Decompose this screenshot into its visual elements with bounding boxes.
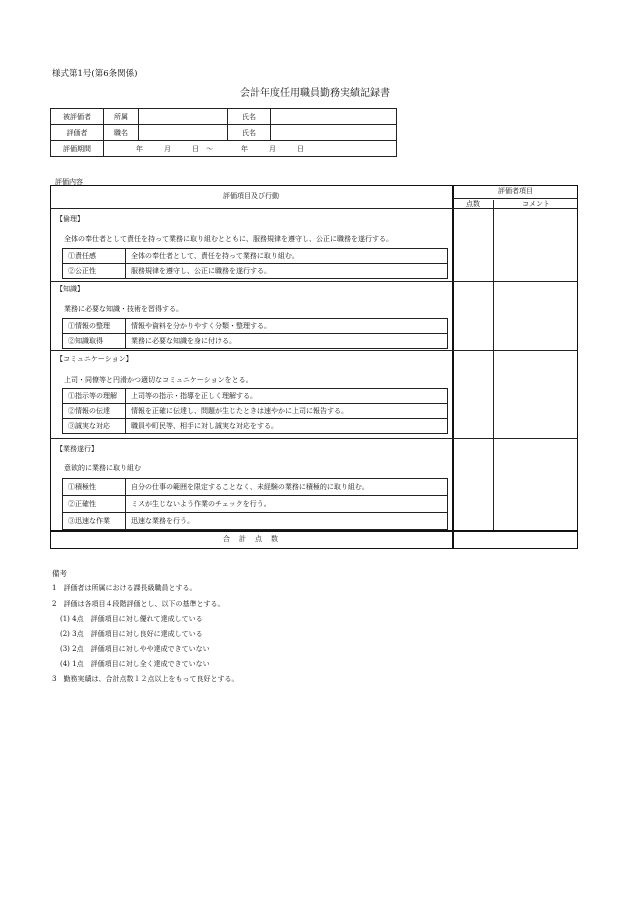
items-header: 評価項目及び行動 [223,192,279,200]
note-line: (3) 2点 評価項目に対しやや達成できていない [60,645,210,653]
divider-head-bottom [50,208,578,209]
subitem-name: ①責任感 [63,249,126,264]
evaluator-items-header: 評価者項目 [498,187,533,195]
evaluator-post-field[interactable] [139,125,228,141]
subitem-text: 業務に必要な知識を身に付ける。 [126,334,448,349]
subitem-text: 迅速な業務を行う。 [126,513,448,530]
note-line: 1 評価者は所属における課長級職員とする。 [52,584,197,592]
comment-field-execution[interactable] [495,440,577,529]
category-desc: 意欲的に業務に取り組む [64,464,141,472]
evaluatee-dept-field[interactable] [139,109,228,125]
category-title: 【コミュニケーション】 [56,355,133,363]
subitem-table [62,318,448,349]
subitem-name: ①積極性 [63,479,126,496]
subitem-name: ①指示等の理解 [63,389,126,404]
subitem-row [63,264,448,279]
subitem-table [62,388,448,434]
dept-label: 所属 [104,109,139,125]
subitem-text: 情報や資料を分かりやすく分類・整理する。 [126,319,448,334]
period-field[interactable]: 年 月 日 ～ 年 月 日 [104,141,397,157]
evaluatee-name-field[interactable] [271,109,397,125]
note-line: 3 勤務実績は、合計点数１２点以上をもって良好とする。 [52,675,239,683]
subitem-text: 服務規律を遵守し、公正に職務を遂行する。 [126,264,448,279]
subitem-table [62,478,448,530]
subitem-text: 上司等の指示・指導を正しく理解する。 [126,389,448,404]
divider-cat-1 [50,281,578,282]
category-title: 【業務遂行】 [56,445,98,453]
subitem-row [63,496,448,513]
evaluator-name-field[interactable] [271,125,397,141]
period-label: 評価期間 [51,141,104,157]
subitem-name: ②公正性 [63,264,126,279]
subitem-text: 自分の仕事の範囲を限定することなく、未経験の業務に積極的に取り組む。 [126,479,448,496]
note-line: (4) 1点 評価項目に対し全く達成できていない [60,660,210,668]
category-title: 【知識】 [56,285,84,293]
divider-cat-3 [50,438,578,439]
category-desc: 業務に必要な知識・技術を習得する。 [64,305,183,313]
subitem-text: ミスが生じないよう作業のチェックを行う。 [126,496,448,513]
note-line: 2 評価は各項目４段階評価とし、以下の基準とする。 [52,600,225,608]
subitem-name: ②情報の伝達 [63,404,126,419]
form-number: 様式第1号(第6条関係) [52,69,138,79]
header-table [50,108,397,157]
category-title: 【倫理】 [56,215,84,223]
subitem-row [63,479,448,496]
subitem-row [63,334,448,349]
subitem-text: 全体の奉仕者として、責任を持って業務に取り組む。 [126,249,448,264]
total-label: 合 計 点 数 [223,535,279,543]
evaluatee-label: 被評価者 [51,109,104,125]
section-caption: 評価内容 [55,178,83,186]
category-desc: 全体の奉仕者として責任を持って業務に取り組むとともに、服務規律を遵守し、公正に職務を遂行する。 [64,235,393,243]
comment-field-ethics[interactable] [495,210,577,280]
subitem-row [63,404,448,419]
subitem-name: ②知識取得 [63,334,126,349]
subitem-name: ②正確性 [63,496,126,513]
subitem-row [63,389,448,404]
score-field-ethics[interactable] [454,210,492,280]
subitem-text: 職員や町民等、相手に対し誠実な対応をする。 [126,419,448,434]
note-line: (2) 3点 評価項目に対し良好に達成している [60,630,203,638]
score-field-knowledge[interactable] [454,283,492,349]
subitem-text: 情報を正確に伝達し、問題が生じたときは速やかに上司に報告する。 [126,404,448,419]
subitem-name: ①情報の整理 [63,319,126,334]
divider-cat-2 [50,350,578,351]
score-header: 点数 [466,200,480,208]
category-desc: 上司・同僚等と円滑かつ適切なコミュニケーションをとる。 [64,376,253,384]
post-label: 職名 [104,125,139,141]
comment-field-knowledge[interactable] [495,283,577,349]
subitem-name: ③迅速な作業 [63,513,126,530]
evaluator-label: 評価者 [51,125,104,141]
subitem-name: ③誠実な対応 [63,419,126,434]
name-label: 氏名 [228,109,271,125]
divider-h-sub [453,198,578,199]
score-field-execution[interactable] [454,440,492,529]
subitem-table [62,248,448,279]
subitem-row [63,319,448,334]
subitem-row [63,513,448,530]
subitem-row [63,419,448,434]
notes-heading: 備考 [52,569,67,578]
comment-header: コメント [522,200,550,208]
note-line: (1) 4点 評価項目に対し優れて達成している [60,615,203,623]
score-field-communication[interactable] [454,352,492,437]
name-label-2: 氏名 [228,125,271,141]
comment-field-communication[interactable] [495,352,577,437]
total-score-field[interactable] [454,532,577,548]
subitem-row [63,249,448,264]
document-title: 会計年度任用職員勤務実績記録書 [240,88,390,99]
divider-comment-col [493,200,494,530]
